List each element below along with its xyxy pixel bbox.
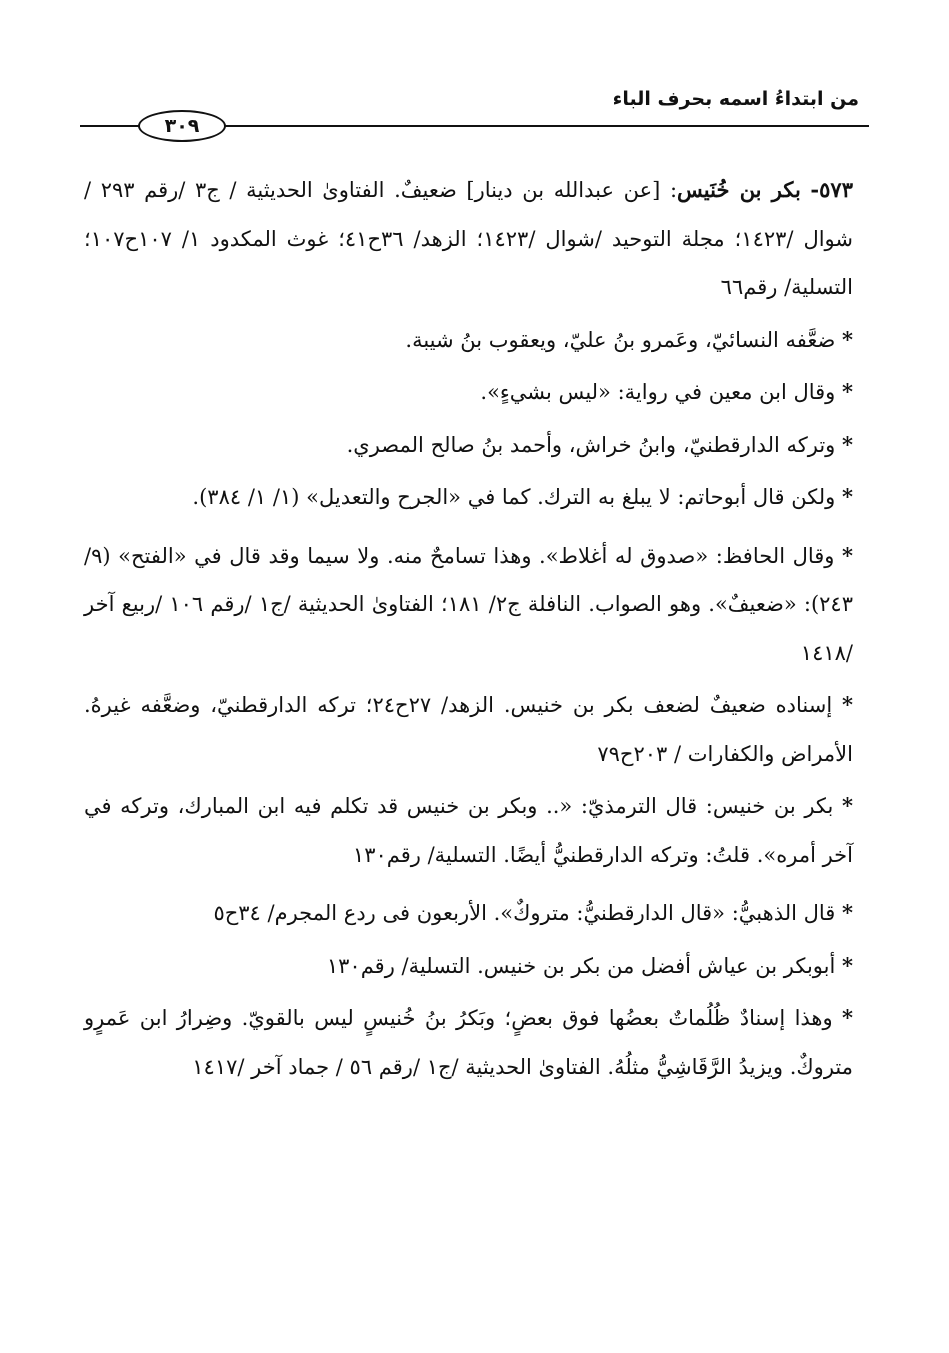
list-item	[84, 368, 853, 417]
list-item	[84, 473, 853, 522]
bullet-star-icon: *	[842, 900, 853, 925]
page-header	[80, 84, 869, 137]
list-item	[84, 316, 853, 365]
bullet-star-icon: *	[842, 692, 854, 717]
bullet-star-icon: *	[842, 431, 853, 457]
paragraph-text: قال الذهبيُّ: «قال الدارقطنيُّ: متروكٌ». الأربعون فى ردع المجرم/ ٣٤ح٥	[213, 901, 836, 925]
list-item	[84, 681, 853, 778]
paragraph-text: إسناده ضعيفٌ لضعف بكر بن خنيس. الزهد/ ٢٧ح٢٤؛ تركه الدارقطنيّ، وضعَّفه غيرهُ. الأمراض والكفارات / ٢٠٣ح٧٩	[84, 693, 853, 766]
running-title: من ابتداءُ اسمه بحرف الباء	[612, 88, 859, 110]
list-item	[84, 532, 853, 678]
paragraph-text: وقال ابن معين في رواية: «ليس بشيءٍ».	[480, 380, 836, 404]
paragraph-text: وقال الحافظ: «صدوق له أغلاط». وهذا تسامحٌ منه. ولا سيما وقد قال في «الفتح» (٩/ ٢٤٣): «ضعيفٌ». وهو الصواب. النافلة ج٢/ ١٨١؛ الفتاوىٰ الحديثية /ج١ /رقم ١٠٦ /ربيع آخر /١٤١٨	[84, 543, 853, 665]
bullet-star-icon: *	[842, 379, 853, 404]
bullet-star-icon: *	[842, 793, 853, 818]
paragraph-text: وهذا إسنادٌ ظُلُماتٌ بعضُها فوق بعضٍ؛ وبَكرُ بنُ خُنيسٍ ليس بالقويّ. وضِرارُ ابن عَمرٍو متروكٌ. ويزيدُ الرَّقَاشِيُّ مثلُهُ. الفتاوىٰ الحديثية /ج١ /رقم ٥٦ / جماد آخر /١٤١٧	[84, 1006, 853, 1079]
bullet-star-icon: *	[842, 542, 853, 568]
list-item	[84, 942, 853, 991]
entry-name: بكر بن خُنَيس	[677, 177, 801, 202]
entry-text: : [عن عبدالله بن دينار] ضعيفٌ. الفتاوىٰ الحديثية / ج٣ /رقم ٢٩٣ /شوال /١٤٢٣؛ مجلة التوحيد /شوال /١٤٢٣؛ الزهد/ ٣٦ح٤١؛ غوث المكدود ١/ ١٠٧ح١٠٧؛ التسلية/ رقم٦٦	[84, 178, 853, 299]
bullet-star-icon: *	[842, 484, 853, 509]
bullet-star-icon: *	[842, 326, 853, 352]
paragraph-text: ضعَّفه النسائيّ، وعَمرو بنُ عليّ، ويعقوب بنُ شيبة.	[405, 327, 836, 352]
list-item	[84, 782, 853, 879]
page-body	[84, 166, 853, 1091]
page-number: ٣٠٩	[138, 110, 226, 142]
entry-number: ٥٧٣-	[810, 177, 853, 202]
paragraph-text: أبوبكر بن عياش أفضل من بكر بن خنيس. التسلية/ رقم١٣٠	[326, 953, 836, 978]
paragraph-text: وتركه الدارقطنيّ، وابنُ خراش، وأحمد بنُ صالح المصري.	[346, 432, 836, 457]
list-item	[84, 889, 853, 938]
list-item	[84, 994, 853, 1091]
bullet-star-icon: *	[842, 1005, 853, 1030]
bullet-star-icon: *	[842, 952, 853, 978]
paragraph-text: بكر بن خنيس: قال الترمذيّ: «.. وبكر بن خنيس قد تكلم فيه ابن المبارك، وتركه في آخر أمره». قلتُ: وتركه الدارقطنيُّ أيضًا. التسلية/ رقم١٣٠	[84, 794, 853, 867]
paragraph-text: ولكن قال أبوحاتم: لا يبلغ به الترك. كما في «الجرح والتعديل» (١/ ١/ ٣٨٤).	[192, 485, 836, 509]
list-item	[84, 421, 853, 470]
entry-heading	[84, 166, 853, 312]
